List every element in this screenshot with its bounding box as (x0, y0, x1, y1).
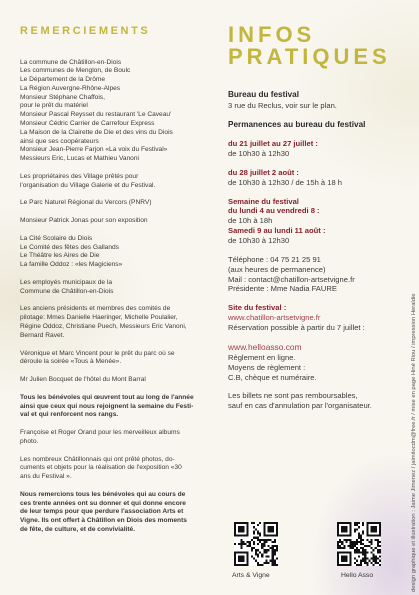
billets-note-1: Les billets ne sont pas remboursables, (228, 391, 358, 401)
thanks-line: La famille Oddoz : «les Magiciens» (20, 261, 123, 269)
thanks-line: Monsieur Pascal Reysset du restaurant 'Le Caveau' (20, 111, 172, 119)
semaine-heading: Semaine du festival (228, 196, 299, 206)
thanks-line: ans du Festival ». (20, 473, 72, 481)
thanks-line: La Région Auvergne-Rhône-Alpes (20, 84, 121, 92)
qr-code-icon (337, 522, 381, 566)
thanks-paragraph (20, 350, 212, 368)
bureau-address: 3 rue du Reclus, voir sur le plan. (228, 100, 337, 110)
qr-code-icon (234, 522, 278, 566)
thanks-paragraph (20, 217, 212, 226)
reglement-note: Règlement en ligne. (228, 352, 296, 362)
billets-note-2: sauf en cas d'annulation par l'organisateur. (228, 401, 372, 411)
thanks-line: ainsi que ceux qui nous rejoignent la semaine du Festi- (20, 402, 194, 410)
thanks-line: Les anciens présidents et membres des comités de (20, 305, 171, 313)
thanks-line: Les propriétaires des Village prêtés pour (20, 172, 139, 180)
thanks-paragraph (20, 376, 212, 385)
qr-code-hello-asso[interactable] (337, 522, 381, 566)
thanks-line: Le Comité des fêtes des Gallands (20, 243, 119, 251)
thanks-line: Monsieur Stéphane Chaffois, (20, 93, 105, 101)
moyens-list: C.B, chèque et numéraire. (228, 372, 317, 382)
semaine-hours-2: de 10h30 à 12h30 (228, 236, 290, 246)
thanks-line: Monsieur Patrick Jonas pour son exposition (20, 217, 148, 225)
credit-line: design graphique et illustration : Jaime Jimenez / jaimitocdm@free.fr / mise en page Hiné Riou / impression Heraldie (411, 293, 417, 592)
thanks-line: pilotage: Mmes Danielle Haeringer, Michelle Poulalier, (20, 314, 178, 322)
thanks-line: Les communes de Menglon, de Boulc (20, 67, 131, 75)
thanks-paragraph (20, 235, 212, 270)
reservation-note: Réservation possible à partir du 7 juillet : (228, 323, 365, 333)
remerciements-list (20, 59, 212, 535)
thanks-line: de fête, de culture, et de convivialité. (20, 526, 136, 534)
moyens-label: Moyens de règlement : (228, 362, 306, 372)
thanks-line: Le Parc Naturel Régional du Vercors (PNRV) (20, 199, 152, 207)
site-link[interactable]: www.chatillon-artsetvigne.fr (228, 313, 321, 323)
thanks-line: ces trente années ont su donner et qui donne encore (20, 499, 186, 507)
infos-title-line1: INFOS (228, 22, 316, 47)
mail: Mail : contact@chatillon-artsetvigne.fr (228, 274, 355, 284)
thanks-line: l'organisation du Village Galerie et du Festival. (20, 181, 156, 189)
thanks-line: Le Théâtre les Aires de Die (20, 252, 100, 260)
thanks-paragraph (20, 59, 212, 164)
thanks-line: Vigne. Ils ont offert à Châtillon en Diois des moments (20, 517, 187, 525)
thanks-paragraph (20, 394, 212, 420)
thanks-line: Mr Julien Bocquet de l'hôtel du Mont Barral (20, 376, 146, 384)
remerciements-title: REMERCIEMENTS (20, 25, 151, 37)
thanks-line: Le Département de la Drôme (20, 76, 106, 84)
helloasso-link[interactable]: www.helloasso.com (228, 341, 302, 352)
thanks-line: La Cité Scolaire du Diois (20, 234, 93, 242)
thanks-line: Françoise et Roger Orand pour les merveilleux albums (20, 429, 180, 437)
qr-code-arts-vigne[interactable] (234, 522, 278, 566)
thanks-line: déroule la soirée «Tous à Menée». (20, 358, 122, 366)
thanks-line: Les nombreux Châtillonnais qui ont prêté photos, do- (20, 455, 175, 463)
thanks-line: pour le prêt du matériel (20, 102, 88, 110)
semaine-hours-1: de 10h à 18h (228, 216, 273, 226)
thanks-paragraph (20, 305, 212, 340)
thanks-line: Monsieur Cédric Carrier de Carrefour Express (20, 119, 155, 127)
thanks-line: photo. (20, 437, 39, 445)
thanks-line: Messieurs Eric, Lucas et Mathieu Vanoni (20, 155, 139, 163)
remerciements-column (20, 24, 212, 544)
thanks-paragraph (20, 491, 212, 535)
period-1-hours: de 10h30 à 12h30 (228, 149, 290, 159)
thanks-line: Tous les bénévoles qui œuvrent tout au long de l'année (20, 393, 194, 401)
thanks-paragraph (20, 279, 212, 297)
thanks-line: cuments et objets pour la réalisation de l'exposition «30 (20, 464, 182, 472)
telephone-note: (aux heures de permanence) (228, 264, 326, 274)
thanks-paragraph (20, 456, 212, 482)
thanks-line: Commune de Châtillon-en-Diois (20, 287, 114, 295)
qr-label-hello-asso: Hello Asso (341, 572, 374, 579)
thanks-line: val et qui renforcent nos rangs. (20, 411, 119, 419)
telephone: Téléphone : 04 75 21 25 91 (228, 254, 321, 264)
thanks-line: Véronique et Marc Vincent pour le prêt du parc où se (20, 349, 175, 357)
period-2-label: du 28 juillet 2 août : (228, 167, 299, 177)
thanks-line: ainsi que ses coopérateurs (20, 137, 99, 145)
thanks-line: Monsieur Jean-Pierre Farjon «La voix du Festival» (20, 146, 168, 154)
site-heading: Site du festival : (228, 303, 287, 313)
thanks-line: Bernard Ravet. (20, 331, 65, 339)
thanks-line: de leur temps pour que perdure l'association Arts et (20, 508, 184, 516)
presidente: Présidente : Mme Nadia FAURE (228, 284, 337, 294)
thanks-line: Nous remercions tous les bénévoles qui au cours de (20, 490, 186, 498)
infos-title (228, 24, 403, 68)
thanks-line: La commune de Châtillon-en-Diois (20, 58, 122, 66)
period-1-label: du 21 juillet au 27 juillet : (228, 139, 318, 149)
period-2-hours: de 10h30 à 12h30 / de 15h à 18 h (228, 177, 343, 187)
thanks-paragraph (20, 199, 212, 208)
thanks-paragraph (20, 173, 212, 191)
qr-label-arts-vigne: Arts & Vigne (232, 572, 270, 579)
thanks-line: Régine Oddoz, Christiane Puech, Messieurs Eric Vanoni, (20, 323, 187, 330)
semaine-days-1: du lundi 4 au vendredi 8 : (228, 206, 320, 216)
bureau-heading: Bureau du festival (228, 90, 299, 99)
qr-codes (228, 522, 403, 592)
semaine-days-2: Samedi 9 au lundi 11 août : (228, 226, 326, 236)
thanks-line: Les employés municipaux de la (20, 278, 112, 286)
thanks-paragraph (20, 429, 212, 447)
infos-title-line2: PRATIQUES (228, 44, 391, 69)
thanks-line: La Maison de la Clairette de Die et des vins du Diois (20, 128, 173, 136)
infos-column (228, 24, 403, 420)
permanences-heading: Permanences au bureau du festival (228, 119, 366, 129)
